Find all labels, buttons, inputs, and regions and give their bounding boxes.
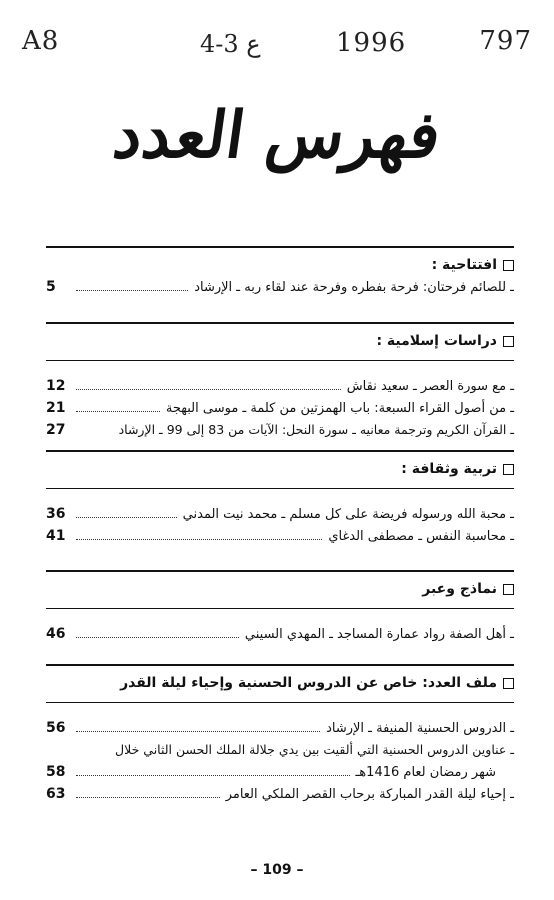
entry-title: ـ محبة الله ورسوله فريضة على كل مسلم ـ محمد نيت المدني <box>182 507 514 522</box>
leader-dots <box>76 525 322 540</box>
leader-dots <box>76 503 177 518</box>
section-title: افتتاحية : <box>431 257 497 273</box>
entry-page: 58 <box>46 764 66 780</box>
leader-dots <box>76 623 239 638</box>
entry-page: 27 <box>46 422 66 438</box>
section-islamic-studies <box>46 322 514 441</box>
checkbox-square-icon <box>503 584 514 595</box>
entry-title: ـ مع سورة العصر ـ سعيد نقاش <box>346 379 514 394</box>
toc-entry[interactable] <box>46 739 514 761</box>
handwritten-note-right: 797 <box>479 26 532 56</box>
section-rule <box>46 322 514 324</box>
entry-page: 36 <box>46 506 66 522</box>
entry-page: 46 <box>46 626 66 642</box>
toc-entry[interactable] <box>46 525 514 547</box>
entry-title: شهر رمضان لعام 1416هـ <box>355 765 496 780</box>
toc-entry[interactable] <box>46 503 514 525</box>
leader-dots <box>76 276 188 291</box>
entry-title: ـ عناوين الدروس الحسنية التي ألقيت بين يدي جلالة الملك الحسن الثاني خلال <box>115 742 514 757</box>
page-number: – 109 – <box>250 862 304 878</box>
section-editorial <box>46 246 514 298</box>
toc-entry[interactable] <box>46 783 514 805</box>
section-subrule <box>46 360 514 361</box>
section-heading <box>46 254 514 276</box>
leader-dots <box>76 717 320 732</box>
section-rule <box>46 570 514 572</box>
entry-title: ـ للصائم فرحتان: فرحة بفطره وفرحة عند لقاء ربه ـ الإرشاد <box>194 280 514 295</box>
handwritten-note-year: 1996 <box>336 28 407 58</box>
section-heading <box>46 458 514 480</box>
leader-dots <box>76 761 350 776</box>
section-heading <box>46 578 514 600</box>
checkbox-square-icon <box>503 260 514 271</box>
checkbox-square-icon <box>503 336 514 347</box>
entry-title: ـ أهل الصفة رواد عمارة المساجد ـ المهدي السيني <box>244 627 514 642</box>
masthead-title: فهرس العدد <box>108 97 446 173</box>
handwritten-note-issue: ع 3-4 <box>200 30 261 58</box>
toc-entry-continuation[interactable] <box>46 761 514 783</box>
handwritten-note-left: A8 <box>22 26 60 56</box>
section-models-lessons <box>46 570 514 645</box>
entry-page: 41 <box>46 528 66 544</box>
entry-page: 21 <box>46 400 66 416</box>
leader-dots <box>76 375 341 390</box>
checkbox-square-icon <box>503 464 514 475</box>
toc-entry[interactable] <box>46 419 514 441</box>
section-issue-file <box>46 664 514 805</box>
toc-entry[interactable] <box>46 375 514 397</box>
entry-title: ـ من أصول القراء السبعة: باب الهمزتين من كلمة ـ موسى البهجة <box>165 401 514 416</box>
toc-entry[interactable] <box>46 623 514 645</box>
entry-title: ـ الدروس الحسنية المنيفة ـ الإرشاد <box>326 721 514 736</box>
entry-title: ـ محاسبة النفس ـ مصطفى الدغاي <box>328 529 514 544</box>
section-rule <box>46 246 514 248</box>
toc-entry[interactable] <box>46 717 514 739</box>
section-rule <box>46 664 514 666</box>
section-title: تربية وثقافة : <box>401 461 497 477</box>
entry-page: 12 <box>46 378 66 394</box>
section-title: ملف العدد: خاص عن الدروس الحسنية وإحياء ليلة القدر <box>120 675 497 691</box>
section-title: دراسات إسلامية : <box>376 333 497 349</box>
entry-page: 63 <box>46 786 66 802</box>
section-subrule <box>46 702 514 703</box>
toc-entry[interactable] <box>46 276 514 298</box>
section-heading <box>46 330 514 352</box>
section-heading <box>46 672 514 694</box>
toc-entry[interactable] <box>46 397 514 419</box>
section-rule <box>46 450 514 452</box>
section-subrule <box>46 488 514 489</box>
leader-dots <box>76 397 160 412</box>
entry-title: ـ القرآن الكريم وترجمة معانيه ـ سورة النحل: الآيات من 83 إلى 99 ـ الإرشاد <box>118 422 514 437</box>
section-subrule <box>46 608 514 609</box>
checkbox-square-icon <box>503 678 514 689</box>
section-title: نماذج وعبر <box>422 581 497 597</box>
entry-page: 5 <box>46 279 56 295</box>
section-education-culture <box>46 450 514 547</box>
entry-page: 56 <box>46 720 66 736</box>
masthead <box>0 70 554 200</box>
leader-dots <box>76 783 220 798</box>
entry-title: ـ إحياء ليلة القدر المباركة برحاب القصر الملكي العامر <box>225 787 514 802</box>
